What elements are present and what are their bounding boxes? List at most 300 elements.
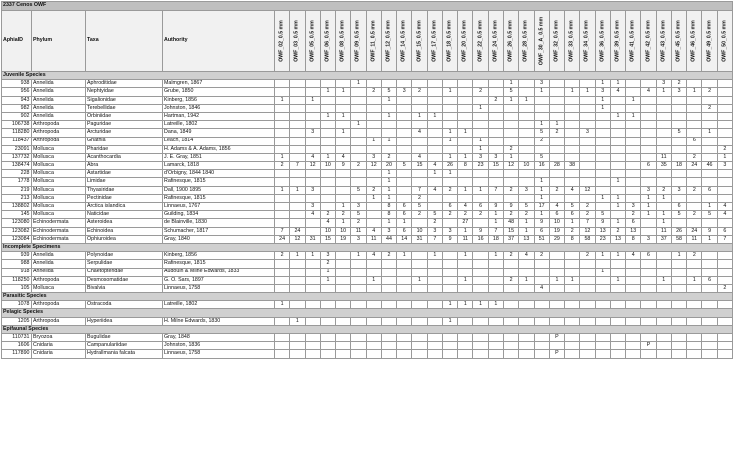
count-cell <box>290 211 305 219</box>
count-cell <box>473 219 488 227</box>
header-aphia-id: AphiaID <box>2 11 32 72</box>
count-cell: 5 <box>412 203 427 211</box>
count-cell: 5 <box>351 186 366 194</box>
table-row <box>2 162 733 170</box>
count-cell <box>580 350 595 358</box>
count-cell <box>580 80 595 88</box>
count-cell: 31 <box>412 235 427 243</box>
header-station <box>656 11 671 72</box>
count-cell <box>565 194 580 202</box>
count-cell <box>305 317 320 325</box>
station-label: OWF_42_0.5 mm <box>644 20 651 62</box>
count-cell <box>427 129 442 137</box>
count-cell: 12 <box>305 162 320 170</box>
count-cell: 4 <box>641 88 656 96</box>
count-cell <box>717 137 732 145</box>
count-cell <box>305 219 320 227</box>
count-cell <box>397 284 412 292</box>
count-cell <box>381 317 396 325</box>
count-cell: 1 <box>626 112 641 120</box>
phylum-cell: Arthropoda <box>32 121 86 129</box>
count-cell <box>534 145 549 153</box>
count-cell <box>305 137 320 145</box>
station-label: OWF_11_0.5 mm <box>370 20 377 62</box>
count-cell <box>549 301 564 309</box>
count-cell: 15 <box>488 162 503 170</box>
station-label: OWF_49_0.5 mm <box>705 20 712 62</box>
count-cell: 6 <box>702 276 717 284</box>
count-cell <box>641 104 656 112</box>
count-cell <box>595 334 610 342</box>
count-cell <box>275 178 290 186</box>
count-cell <box>549 317 564 325</box>
table-row <box>2 145 733 153</box>
count-cell: 6 <box>549 211 564 219</box>
count-cell <box>549 112 564 120</box>
count-cell <box>412 301 427 309</box>
count-cell: 1 <box>275 153 290 161</box>
authority-cell: Linnaeus, 1767 <box>163 203 275 211</box>
authority-cell: Lamarck, 1818 <box>163 162 275 170</box>
count-cell <box>671 284 686 292</box>
table-row <box>2 137 733 145</box>
table-row <box>2 153 733 161</box>
count-cell <box>610 96 625 104</box>
station-label: OWF_09_0.5 mm <box>354 20 361 62</box>
count-cell: 5 <box>534 153 549 161</box>
phylum-cell: Annelida <box>32 88 86 96</box>
count-cell <box>519 104 534 112</box>
count-cell: 1 <box>503 96 518 104</box>
count-cell: 2 <box>275 252 290 260</box>
count-cell <box>519 129 534 137</box>
count-cell <box>397 96 412 104</box>
count-cell: 2 <box>503 211 518 219</box>
count-cell: 12 <box>580 227 595 235</box>
count-cell: 4 <box>366 227 381 235</box>
count-cell <box>702 145 717 153</box>
count-cell <box>442 178 457 186</box>
count-cell: 26 <box>671 227 686 235</box>
count-cell: 3 <box>351 235 366 243</box>
header-station <box>351 11 366 72</box>
count-cell <box>305 80 320 88</box>
count-cell <box>305 170 320 178</box>
count-cell: 6 <box>641 252 656 260</box>
count-cell: 3 <box>305 203 320 211</box>
count-cell: 1 <box>320 276 335 284</box>
count-cell <box>488 170 503 178</box>
section-row <box>2 243 733 251</box>
count-cell <box>305 104 320 112</box>
taxa-cell: Campanulariidae <box>86 342 163 350</box>
count-cell <box>488 317 503 325</box>
count-cell <box>458 121 473 129</box>
count-cell <box>458 137 473 145</box>
count-cell <box>473 112 488 120</box>
count-cell <box>671 104 686 112</box>
count-cell <box>305 121 320 129</box>
count-cell <box>351 342 366 350</box>
count-cell: 2 <box>687 211 702 219</box>
count-cell: 1 <box>397 219 412 227</box>
count-cell <box>381 129 396 137</box>
count-cell <box>549 268 564 276</box>
count-cell <box>320 96 335 104</box>
authority-cell: J. E. Gray, 1851 <box>163 153 275 161</box>
count-cell <box>458 80 473 88</box>
count-cell: 3 <box>626 203 641 211</box>
count-cell: 1 <box>458 186 473 194</box>
count-cell: 1 <box>595 268 610 276</box>
count-cell <box>351 317 366 325</box>
header-station <box>503 11 518 72</box>
count-cell: 1 <box>290 317 305 325</box>
count-cell <box>717 178 732 186</box>
count-cell <box>671 268 686 276</box>
count-cell <box>275 112 290 120</box>
count-cell <box>534 350 549 358</box>
authority-cell: Latreille, 1802 <box>163 121 275 129</box>
count-cell: 1 <box>458 227 473 235</box>
count-cell: 1 <box>473 145 488 153</box>
count-cell <box>305 178 320 186</box>
taxa-cell: Gnathia <box>86 137 163 145</box>
count-cell <box>717 104 732 112</box>
count-cell: 6 <box>717 227 732 235</box>
aphia-id-cell: 988 <box>2 260 32 268</box>
header-station <box>534 11 549 72</box>
count-cell <box>565 334 580 342</box>
count-cell <box>717 186 732 194</box>
section-row <box>2 293 733 301</box>
count-cell <box>687 317 702 325</box>
count-cell <box>595 129 610 137</box>
count-cell <box>397 301 412 309</box>
count-cell <box>610 268 625 276</box>
count-cell <box>366 211 381 219</box>
count-cell <box>519 284 534 292</box>
count-cell <box>641 129 656 137</box>
count-cell <box>503 121 518 129</box>
count-cell: 1 <box>488 301 503 309</box>
count-cell <box>626 137 641 145</box>
count-cell: 1 <box>473 301 488 309</box>
count-cell <box>442 276 457 284</box>
count-cell <box>320 350 335 358</box>
phylum-cell: Mollusca <box>32 284 86 292</box>
count-cell: 1 <box>687 276 702 284</box>
count-cell <box>549 342 564 350</box>
count-cell <box>336 350 351 358</box>
count-cell <box>626 162 641 170</box>
count-cell <box>427 153 442 161</box>
count-cell <box>519 194 534 202</box>
count-cell <box>641 121 656 129</box>
authority-cell: Latreille, 1802 <box>163 301 275 309</box>
count-cell: 13 <box>610 235 625 243</box>
aphia-id-cell: 105 <box>2 284 32 292</box>
count-cell: 35 <box>656 162 671 170</box>
count-cell <box>580 301 595 309</box>
count-cell <box>336 145 351 153</box>
count-cell: 10 <box>549 219 564 227</box>
count-cell <box>275 334 290 342</box>
count-cell: 29 <box>549 235 564 243</box>
count-cell <box>305 342 320 350</box>
count-cell <box>397 80 412 88</box>
count-cell <box>351 153 366 161</box>
count-cell: 2 <box>336 211 351 219</box>
count-cell <box>565 284 580 292</box>
taxa-cell: Aphroditidae <box>86 80 163 88</box>
count-cell <box>687 203 702 211</box>
count-cell <box>534 268 549 276</box>
count-cell: 1 <box>503 153 518 161</box>
count-cell: 1 <box>473 137 488 145</box>
count-cell <box>473 96 488 104</box>
count-cell: 4 <box>626 252 641 260</box>
count-cell <box>534 301 549 309</box>
station-label: OWF_02_0.5 mm <box>278 20 285 62</box>
count-cell: 1 <box>671 252 686 260</box>
count-cell: 6 <box>473 203 488 211</box>
count-cell: 3 <box>519 186 534 194</box>
count-cell: 1 <box>351 121 366 129</box>
count-cell <box>641 145 656 153</box>
count-cell <box>565 252 580 260</box>
count-cell: 1 <box>534 178 549 186</box>
count-cell <box>275 260 290 268</box>
count-cell <box>626 284 641 292</box>
count-cell <box>412 219 427 227</box>
count-cell: 2 <box>580 203 595 211</box>
count-cell: 1 <box>381 112 396 120</box>
count-cell: 1 <box>519 96 534 104</box>
count-cell <box>595 121 610 129</box>
count-cell <box>687 301 702 309</box>
count-cell <box>412 145 427 153</box>
count-cell <box>336 252 351 260</box>
count-cell: 3 <box>320 252 335 260</box>
count-cell <box>275 342 290 350</box>
header-station <box>519 11 534 72</box>
authority-cell: Guilding, 1834 <box>163 211 275 219</box>
count-cell <box>336 170 351 178</box>
count-cell <box>656 129 671 137</box>
count-cell: 9 <box>488 203 503 211</box>
count-cell: 8 <box>381 211 396 219</box>
section-title: Incomplete Specimens <box>2 243 733 251</box>
count-cell <box>687 284 702 292</box>
phylum-cell: Cnidaria <box>32 350 86 358</box>
aphia-id-cell: 1606 <box>2 342 32 350</box>
taxa-cell: Nephtyidae <box>86 88 163 96</box>
sheet-title: 2337 Cenos OWF <box>2 2 733 11</box>
count-cell <box>671 350 686 358</box>
count-cell <box>580 170 595 178</box>
taxa-cell: Ophiuroidea <box>86 235 163 243</box>
count-cell <box>565 145 580 153</box>
count-cell <box>717 350 732 358</box>
count-cell <box>565 104 580 112</box>
count-cell: 8 <box>458 162 473 170</box>
count-cell: 7 <box>488 186 503 194</box>
table-row <box>2 276 733 284</box>
count-cell <box>610 121 625 129</box>
header-station <box>412 11 427 72</box>
count-cell: 5 <box>702 211 717 219</box>
count-cell: 9 <box>336 162 351 170</box>
count-cell <box>595 301 610 309</box>
count-cell: 6 <box>687 137 702 145</box>
section-title: Epifaunal Species <box>2 325 733 333</box>
count-cell <box>412 178 427 186</box>
count-cell <box>320 194 335 202</box>
authority-cell: Rafinesque, 1815 <box>163 178 275 186</box>
count-cell: 8 <box>565 235 580 243</box>
count-cell <box>336 96 351 104</box>
count-cell <box>412 350 427 358</box>
station-label: OWF_06_0.5 mm <box>324 20 331 62</box>
table-row <box>2 88 733 96</box>
count-cell: 1 <box>442 137 457 145</box>
count-cell <box>687 129 702 137</box>
count-cell <box>442 284 457 292</box>
count-cell: 1 <box>488 219 503 227</box>
count-cell <box>290 334 305 342</box>
count-cell: 1 <box>534 88 549 96</box>
count-cell <box>427 301 442 309</box>
count-cell: 2 <box>351 219 366 227</box>
count-cell: 11 <box>351 227 366 235</box>
count-cell: 1 <box>687 88 702 96</box>
count-cell: 2 <box>519 211 534 219</box>
count-cell <box>702 194 717 202</box>
count-cell <box>366 260 381 268</box>
count-cell <box>381 145 396 153</box>
count-cell <box>275 145 290 153</box>
authority-cell: Audouin & Milne Edwards, 1833 <box>163 268 275 276</box>
count-cell: 2 <box>687 153 702 161</box>
count-cell <box>503 194 518 202</box>
count-cell <box>595 260 610 268</box>
count-cell: 3 <box>671 186 686 194</box>
count-cell: 1 <box>656 219 671 227</box>
count-cell: 3 <box>442 227 457 235</box>
count-cell <box>290 80 305 88</box>
count-cell: 37 <box>503 235 518 243</box>
count-cell <box>549 194 564 202</box>
station-label: OWF_18_0.5 mm <box>446 20 453 62</box>
count-cell <box>702 153 717 161</box>
count-cell: 1 <box>610 80 625 88</box>
count-cell <box>397 137 412 145</box>
taxa-cell: Arcturidae <box>86 129 163 137</box>
count-cell <box>580 162 595 170</box>
count-cell <box>595 276 610 284</box>
count-cell <box>381 342 396 350</box>
count-cell <box>412 104 427 112</box>
count-cell <box>442 334 457 342</box>
count-cell <box>412 334 427 342</box>
count-cell <box>290 284 305 292</box>
authority-cell: Dana, 1849 <box>163 129 275 137</box>
count-cell <box>427 178 442 186</box>
count-cell <box>534 96 549 104</box>
count-cell <box>656 137 671 145</box>
aphia-id-cell: 956 <box>2 88 32 96</box>
count-cell <box>427 96 442 104</box>
count-cell <box>290 268 305 276</box>
count-cell <box>458 145 473 153</box>
count-cell: 1 <box>442 88 457 96</box>
count-cell: 1 <box>595 104 610 112</box>
count-cell <box>290 178 305 186</box>
count-cell: 2 <box>366 186 381 194</box>
count-cell <box>366 284 381 292</box>
count-cell: 11 <box>687 235 702 243</box>
phylum-cell: Arthropoda <box>32 301 86 309</box>
count-cell <box>351 137 366 145</box>
count-cell: 3 <box>717 162 732 170</box>
count-cell <box>351 170 366 178</box>
count-cell <box>473 350 488 358</box>
count-cell: 3 <box>305 129 320 137</box>
count-cell <box>626 194 641 202</box>
count-cell <box>381 334 396 342</box>
count-cell: 9 <box>442 235 457 243</box>
count-cell <box>412 260 427 268</box>
header-station <box>275 11 290 72</box>
section-row <box>2 325 733 333</box>
count-cell <box>534 276 549 284</box>
count-cell: 28 <box>549 162 564 170</box>
count-cell: 5 <box>565 203 580 211</box>
taxa-cell: Thyasiridae <box>86 186 163 194</box>
count-cell <box>626 153 641 161</box>
count-cell <box>687 260 702 268</box>
count-cell <box>702 317 717 325</box>
table-row <box>2 235 733 243</box>
phylum-cell: Mollusca <box>32 162 86 170</box>
count-cell <box>626 170 641 178</box>
count-cell <box>320 80 335 88</box>
count-cell: 1 <box>381 219 396 227</box>
count-cell: 6 <box>397 227 412 235</box>
count-cell: 18 <box>671 162 686 170</box>
count-cell: 1 <box>534 194 549 202</box>
header-station <box>442 11 457 72</box>
count-cell: 1 <box>610 203 625 211</box>
count-cell <box>488 334 503 342</box>
count-cell: 2 <box>442 211 457 219</box>
count-cell <box>442 252 457 260</box>
count-cell: 4 <box>412 153 427 161</box>
count-cell <box>351 194 366 202</box>
phylum-cell: Annelida <box>32 260 86 268</box>
count-cell <box>549 88 564 96</box>
count-cell <box>702 96 717 104</box>
count-cell <box>275 284 290 292</box>
count-cell: 2 <box>381 252 396 260</box>
count-cell <box>671 145 686 153</box>
count-cell <box>626 301 641 309</box>
count-cell <box>717 301 732 309</box>
count-cell: 15 <box>412 162 427 170</box>
count-cell <box>290 104 305 112</box>
count-cell <box>336 121 351 129</box>
